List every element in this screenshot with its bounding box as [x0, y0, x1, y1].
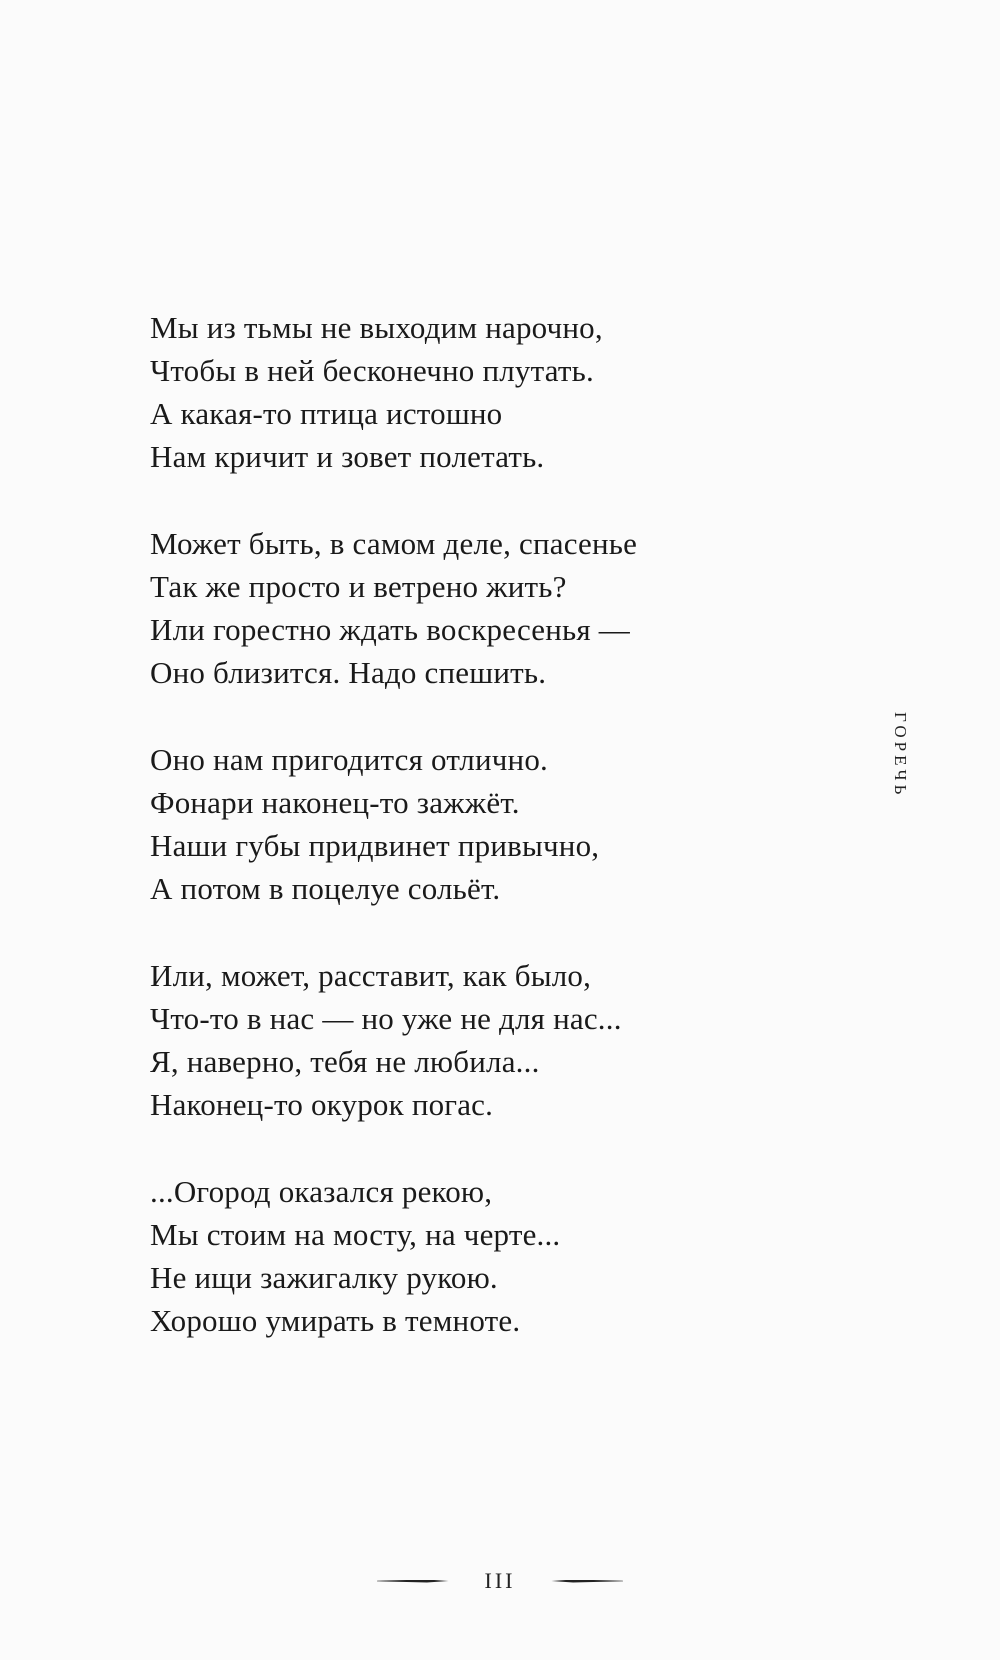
- poem-line: Может быть, в самом деле, спасенье: [150, 526, 638, 561]
- poem-line: Наши губы придвинет привычно,: [150, 828, 600, 863]
- stanza-2: [150, 522, 800, 694]
- poem-line: ...Огород оказался рекою,: [150, 1174, 493, 1209]
- poem-line: Мы из тьмы не выходим нарочно,: [150, 310, 603, 345]
- poem-line: Так же просто и ветрено жить?: [150, 569, 567, 604]
- poem-line: Не ищи зажигалку рукою.: [150, 1260, 498, 1295]
- poem-line: Что-то в нас — но уже не для нас...: [150, 1001, 622, 1036]
- poem-line: Мы стоим на мосту, на черте...: [150, 1217, 561, 1252]
- left-ornament-rule: [377, 1580, 449, 1583]
- page-footer: [0, 1566, 1000, 1596]
- poem-line: А какая-то птица истошно: [150, 396, 503, 431]
- poem-line: Или горестно ждать воскресенья —: [150, 612, 630, 647]
- running-head: ГОРЕЧЬ: [891, 712, 910, 799]
- poem-line: Я, наверно, тебя не любила...: [150, 1044, 540, 1079]
- poem-line: Хорошо умирать в темноте.: [150, 1303, 521, 1338]
- stanza-3: [150, 738, 800, 910]
- poem-line: Или, может, расставит, как было,: [150, 958, 592, 993]
- stanza-5: [150, 1170, 800, 1342]
- poem-line: Оно близится. Надо спешить.: [150, 655, 547, 690]
- poem-line: Чтобы в ней бесконечно плутать.: [150, 353, 594, 388]
- poem-line: Нам кричит и зовет полетать.: [150, 439, 545, 474]
- page-number: III: [484, 1568, 516, 1593]
- poem-line: Наконец-то окурок погас.: [150, 1087, 494, 1122]
- poem-line: А потом в поцелуе сольёт.: [150, 871, 501, 906]
- stanza-4: [150, 954, 800, 1126]
- poem-line: Фонари наконец-то зажжёт.: [150, 785, 520, 820]
- poem-body: [150, 306, 800, 1342]
- right-ornament-rule: [551, 1580, 623, 1583]
- stanza-1: [150, 306, 800, 478]
- poem-line: Оно нам пригодится отлично.: [150, 742, 548, 777]
